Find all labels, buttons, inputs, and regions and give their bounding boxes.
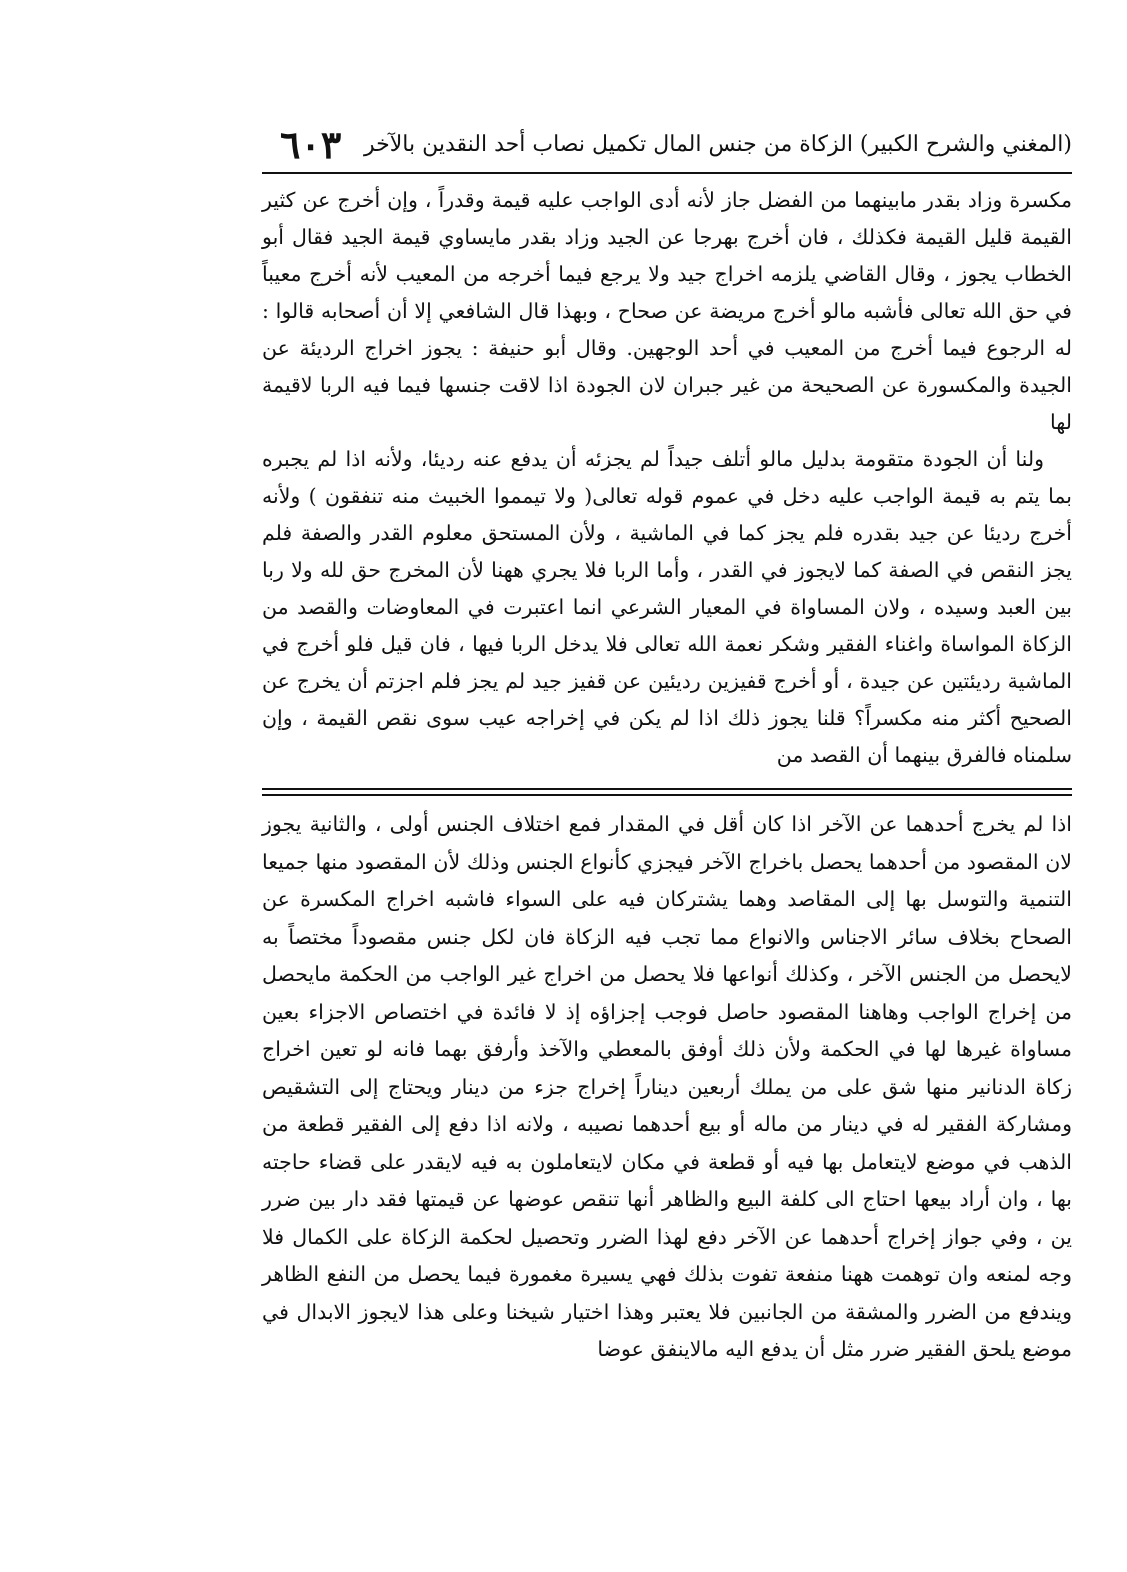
book-page [262, 118, 1072, 1518]
main-paragraph: ولنا أن الجودة متقومة بدليل مالو أتلف جيداً لم يجزئه أن يدفع عنه رديئا، ولأنه اذا لم يجبره بما يتم به قيمة الواجب عليه دخل في عموم قوله تعالى( ولا تيمموا الخبيث منه تنفقون ) ولأنه أخرج رديئا عن جيد بقدره فلم يجز كما في الماشية ، ولأن المستحق معلوم القدر والصفة فلم يجز النقص في الصفة كما لايجوز في القدر ، وأما الربا فلا يجري ههنا لأن المخرج حق لله ولا ربا بين العبد وسيده ، ولان المساواة في المعيار الشرعي انما اعتبرت في المعاوضات والقصد من الزكاة المواساة واغناء الفقير وشكر نعمة الله تعالى فلا يدخل الربا فيها ، فان قيل فلو أخرج في الماشية رديئتين عن جيدة ، أو أخرج قفيزين رديئين عن قفيز جيد لم يجز فلم اجزتم أن يخرج عن الصحيح أكثر منه مكسراً؟ قلنا يجوز ذلك اذا لم يكن في إخراجه عيب سوى نقص القيمة ، وإن سلمناه فالفرق بينهما أن القصد من [262, 447, 1072, 767]
commentary-paragraph: اذا لم يخرج أحدهما عن الآخر اذا كان أقل في المقدار فمع اختلاف الجنس أولى ، والثانية يجوز لان المقصود من أحدهما يحصل باخراج الآخر فيجزي كأنواع الجنس وذلك لأن المقصود منها جميعا التنمية والتوسل بها إلى المقاصد وهما يشتركان فيه على السواء فاشبه اخراج المكسرة عن الصحاح بخلاف سائر الاجناس والانواع مما تجب فيه الزكاة فان لكل جنس مقصوداً مختصاً به لايحصل من الجنس الآخر ، وكذلك أنواعها فلا يحصل من اخراج غير الواجب من الحكمة مايحصل من إخراج الواجب وهاهنا المقصود حاصل فوجب إجزاؤه إذ لا فائدة في اختصاص الاجزاء بعين مساواة غيرها لها في الحكمة ولأن ذلك أوفق بالمعطي والآخذ وأرفق بهما فانه لو تعين اخراج زكاة الدنانير منها شق على من يملك أربعين ديناراً إخراج جزء من دينار ويحتاج إلى التشقيص ومشاركة الفقير له في دينار من ماله أو بيع أحدهما نصيبه ، ولانه اذا دفع إلى الفقير قطعة من الذهب في موضع لايتعامل بها فيه أو قطعة في مكان لايتعاملون به فيه لايقدر على قضاء حاجته بها ، وان أراد بيعها احتاج الى كلفة البيع والظاهر أنها تنقص عوضها عن قيمتها فقد دار بين ضرر ين ، وفي جواز إخراج أحدهما عن الآخر دفع لهذا الضرر وتحصيل لحكمة الزكاة على الكمال فلا وجه لمنعه وان توهمت ههنا منفعة تفوت بذلك فهي يسيرة مغمورة فيما يحصل من النفع الظاهر ويندفع من الضرر والمشقة من الجانبين فلا يعتبر وهذا اختيار شيخنا وعلى هذا لايجوز الابدال في موضع يلحق الفقير ضرر مثل أن يدفع اليه مالاينفق عوضا [262, 812, 1072, 1361]
main-paragraph: مكسرة وزاد بقدر مابينهما من الفضل جاز لأنه أدى الواجب عليه قيمة وقدراً ، وإن أخرج عن كثير القيمة قليل القيمة فكذلك ، فان أخرج بهرجا عن الجيد وزاد بقدر مايساوي قيمة الجيد فقال أبو الخطاب يجوز ، وقال القاضي يلزمه اخراج جيد ولا يرجع فيما أخرجه من المعيب لأنه أخرج معيباً في حق الله تعالى فأشبه مالو أخرج مريضة عن صحاح ، وبهذا قال الشافعي إلا أن أصحابه قالوا : له الرجوع فيما أخرج من المعيب في أحد الوجهين. وقال أبو حنيفة : يجوز اخراج الرديئة عن الجيدة والمكسورة عن الصحيحة من غير جبران لان الجودة اذا لاقت جنسها فيما فيه الربا لاقيمة لها [262, 188, 1072, 434]
running-title: (المغني والشرح الكبير) الزكاة من جنس المال تكميل نصاب أحد النقدين بالآخر [364, 131, 1072, 157]
main-text [262, 182, 1072, 774]
divider-rule [262, 794, 1072, 796]
section-divider [262, 788, 1072, 796]
page-header [262, 118, 1072, 170]
page-number: ٦٠٣ [280, 121, 342, 167]
header-rule [262, 172, 1072, 174]
divider-rule [262, 788, 1072, 790]
commentary-text [262, 806, 1072, 1369]
